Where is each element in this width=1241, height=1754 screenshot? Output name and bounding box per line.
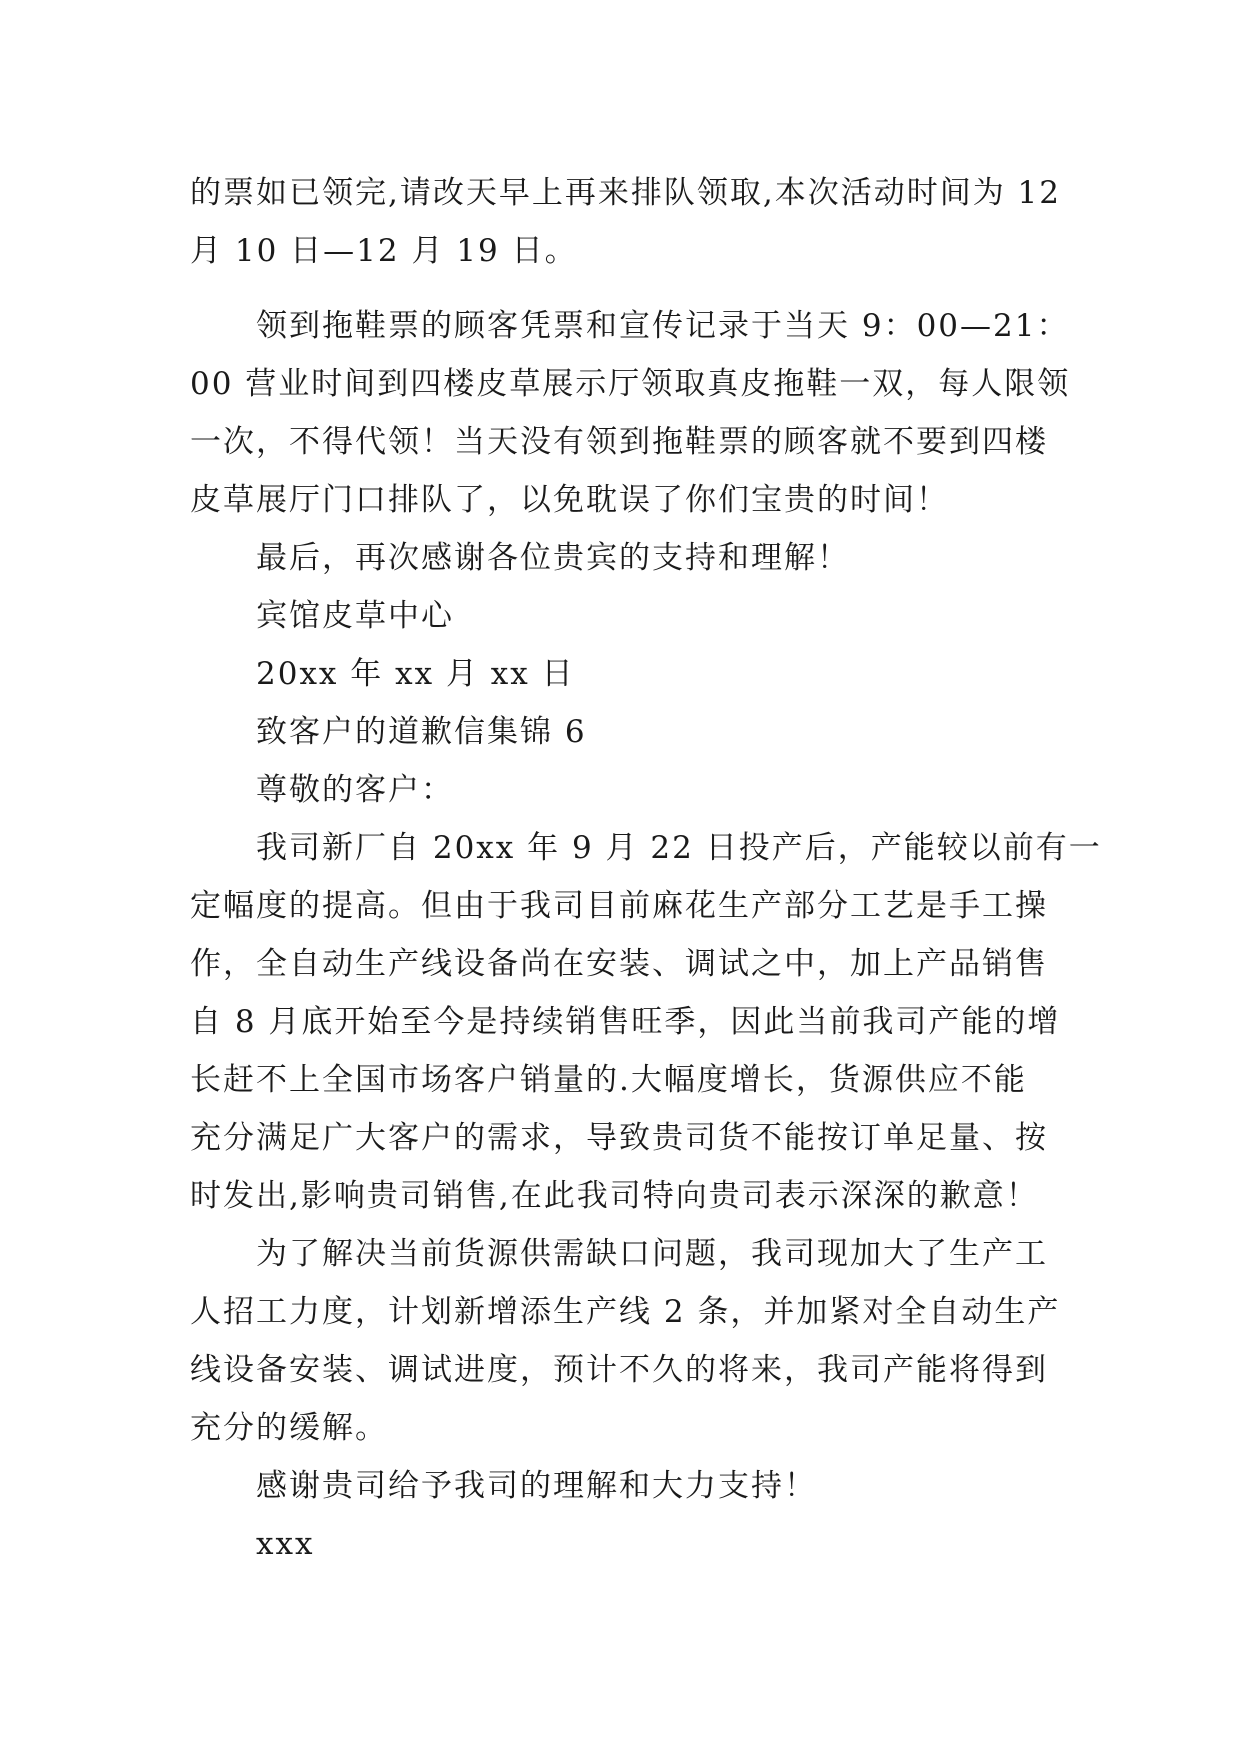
text-line: 宾馆皮草中心 bbox=[256, 598, 454, 634]
text-line: 自 8 月底开始至今是持续销售旺季，因此当前我司产能的增 bbox=[190, 1004, 1061, 1040]
section-title: 致客户的道歉信集锦 6 bbox=[256, 714, 587, 750]
text-line: 我司新厂自 20xx 年 9 月 22 日投产后，产能较以前有一 bbox=[256, 830, 1102, 866]
text-line: 最后，再次感谢各位贵宾的支持和理解！ bbox=[256, 540, 850, 576]
salutation: 尊敬的客户： bbox=[256, 772, 454, 808]
text-line: 人招工力度，计划新增添生产线 2 条，并加紧对全自动生产 bbox=[190, 1294, 1061, 1330]
text-line: 时发出,影响贵司销售,在此我司特向贵司表示深深的歉意！ bbox=[190, 1178, 1039, 1214]
text-line: 充分满足广大客户的需求，导致贵司货不能按订单足量、按 bbox=[190, 1120, 1048, 1156]
text-line: 皮草展厅门口排队了，以免耽误了你们宝贵的时间！ bbox=[190, 482, 949, 518]
text-line: 一次，不得代领！当天没有领到拖鞋票的顾客就不要到四楼 bbox=[190, 424, 1048, 460]
text-line: 感谢贵司给予我司的理解和大力支持！ bbox=[256, 1468, 817, 1504]
text-line: 20xx 年 xx 月 xx 日 bbox=[256, 656, 575, 692]
signature: xxx bbox=[256, 1526, 315, 1562]
text-line: 月 10 日—12 月 19 日。 bbox=[190, 233, 578, 269]
text-line: 充分的缓解。 bbox=[190, 1410, 388, 1446]
text-line: 的票如已领完,请改天早上再来排队领取,本次活动时间为 12 bbox=[190, 175, 1062, 211]
text-line: 长赶不上全国市场客户销量的.大幅度增长，货源供应不能 bbox=[190, 1062, 1027, 1098]
text-line: 领到拖鞋票的顾客凭票和宣传记录于当天 9：00—21： bbox=[256, 308, 1070, 344]
text-line: 定幅度的提高。但由于我司目前麻花生产部分工艺是手工操 bbox=[190, 888, 1048, 924]
text-line: 作，全自动生产线设备尚在安装、调试之中，加上产品销售 bbox=[190, 946, 1048, 982]
text-line: 线设备安装、调试进度，预计不久的将来，我司产能将得到 bbox=[190, 1352, 1048, 1388]
text-line: 为了解决当前货源供需缺口问题，我司现加大了生产工 bbox=[256, 1236, 1048, 1272]
text-line: 00 营业时间到四楼皮草展示厅领取真皮拖鞋一双，每人限领 bbox=[190, 366, 1071, 402]
